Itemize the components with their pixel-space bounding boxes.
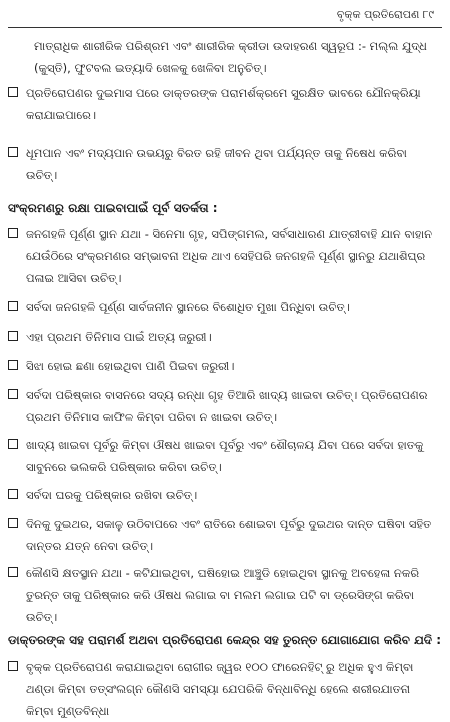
checkbox-bullet-icon [8,389,18,399]
list-item-text: ସର୍ବଦା ଜନଗହଳି ପୂର୍ଣ୍ଣ ସାର୍ବଜନୀନ ସ୍ଥାନରେ ବିଶୋଧିତ ମୁଖା ପିନ୍ଧିବା ଉଚିତ୍। [26,300,350,314]
checkbox-bullet-icon [8,301,18,311]
list-item-text: ଧୂମପାନ ଏବଂ ମଦ୍ୟପାନ ଉଭୟରୁ ବିରତ ରହି ଜୀବନ ଥିବା ପର୍ଯ୍ୟନ୍ତ ତାକୁ ନିଷେଧ କରିବା ଉଚିତ୍। [26,146,407,182]
checkbox-bullet-icon [8,567,18,577]
list-item [8,326,440,348]
list-item [8,142,440,186]
list-item-text: କୌଣସି କ୍ଷତସ୍ଥାନ ଯଥା - କଟିଯାଇଥିବା, ଘଷିହୋଇ ଆଞ୍ଚୁଡି ହୋଇଥିବା ସ୍ଥାନକୁ ଅବହେଳା ନକରି ତୁରନ୍ତ ତାକୁ ପରିଷ୍କାର କରି ଔଷଧ ଲଗାଇ ବା ମଲମ ଲଗାଇ ପଟି ବା ଡ୍ରେସିଙ୍ଗ କରିବା ଉଚିତ୍। [26,566,420,624]
list-item [8,384,440,428]
list-item [8,484,440,506]
list-item-text: ସର୍ବଦା ଘରକୁ ପରିଷ୍କାର ରଖିବା ଉଚିତ୍। [26,488,198,502]
page-header: ବୃକ୍କ ପ୍ରତିରୋପଣ ୮୯ [336,8,434,21]
list-item [8,656,440,718]
section-heading-consult: ଡାକ୍ତରଙ୍କ ସହ ପରାମର୍ଶ ଅଥବା ପ୍ରତିରୋପଣ କେନ୍ଦ୍ର ସହ ତୁରନ୍ତ ଯୋଗାଯୋଗ କରିବ ଯଦି : [8,633,442,647]
list-item [8,513,440,557]
list-item-text: ସର୍ବଦା ପରିଷ୍କାର ବାସନରେ ସଦ୍ୟ ରନ୍ଧା ଗୃହ ତିଆରି ଖାଦ୍ୟ ଖାଇବା ଉଚିତ୍। ପ୍ରତିରୋପଣର ପ୍ରଥମ ତିନିମାସ କାଫିଳ କିମ୍ବା ପରିବା ନ ଖାଇବା ଉଚିତ୍। [26,388,428,424]
list-item [8,434,440,478]
checkbox-bullet-icon [8,147,18,157]
checkbox-bullet-icon [8,331,18,341]
section-heading-infection: ସଂକ୍ରମଣରୁ ରକ୍ଷା ପାଇବାପାଇଁ ପୂର୍ବ ସତର୍କତା : [8,201,218,215]
checkbox-bullet-icon [8,87,18,97]
checkbox-bullet-icon [8,661,18,671]
list-item-text: ଖାଦ୍ୟ ଖାଇବା ପୂର୍ବରୁ କିମ୍ବା ଔଷଧ ଖାଇବା ପୂର୍ବରୁ ଏବଂ ଶୌଚାଳୟ ଯିବା ପରେ ସର୍ବଦା ହାତକୁ ସାବୁନରେ ଭଲକରି ପରିଷ୍କାର କରିବା ଉଚିତ୍। [26,438,424,474]
list-item-text: ବୃକ୍କ ପ୍ରତିରୋପଣ କରାଯାଇଥିବା ରୋଗୀର ଜ୍ୱର ୧୦୦ ଫାରେନହିଟ୍ ରୁ ଅଧିକ ହୁଏ କିମ୍ବା ଥଣ୍ଡା କିମ୍ବା ତତ୍ସଂଲଗ୍ନ କୌଣସି ସମସ୍ୟା ଯେପରିକି ବିନ୍ଧାବିନ୍ଧି ହେଲେ ଶରୀରଯାତନା କିମ୍ବା ମୁଣ୍ଡବିନ୍ଧା [26,660,414,718]
list-item-text: ସିଝା ହୋଇ ଛଣା ହୋଇଥିବା ପାଣି ପିଇବା ଜରୁରୀ। [26,359,235,373]
checkbox-bullet-icon [8,360,18,370]
list-item [8,82,440,126]
checkbox-bullet-icon [8,489,18,499]
checkbox-bullet-icon [8,439,18,449]
list-item [8,355,440,377]
list-item [8,562,440,628]
intro-paragraph: ମାତ୍ରାଧିକ ଶାରୀରିକ ପରିଶ୍ରମ ଏବଂ ଶାରୀରିକ କ୍ରୀଡା ଉଦାହରଣ ସ୍ୱରୂପ :- ମଲ୍ଲ ଯୁଦ୍ଧ (କୁସ୍ତି), ଫୁଟବଲ ଇତ୍ୟାଦି ଖେଳକୁ ଖେଳିବା ଅନୁଚିତ୍। [34,39,427,75]
list-item [8,296,440,318]
list-item-text: ଏହା ପ୍ରଥମ ତିନିମାସ ପାଇଁ ଅତ୍ୟ ଜରୁରୀ। [26,330,212,344]
checkbox-bullet-icon [8,228,18,238]
list-item [8,223,440,289]
checkbox-bullet-icon [8,518,18,528]
list-item-text: ଜନଗହଳି ପୂର୍ଣ୍ଣ ସ୍ଥାନ ଯଥା - ସିନେମା ଗୃହ, ସପିଙ୍ଗମଲ, ସର୍ବସାଧାରଣ ଯାତ୍ରୀବାହି ଯାନ ବାହାନ ଯେଉଁଠିରେ ସଂକ୍ରମଣର ସମ୍ଭାବନା ଅଧିକ ଥାଏ ସେହିପରି ଜନଗହଳି ପୂର୍ଣ୍ଣ ସ୍ଥାନରୁ ଯଥାଶିଘ୍ର ପଳାଇ ଆସିବା ଉଚିତ୍। [26,227,433,285]
header-divider [8,27,442,28]
list-item-text: ଦିନକୁ ଦୁଇଥର, ସକାଳୁ ଉଠିବାପରେ ଏବଂ ରାତିରେ ଶୋଇବା ପୂର୍ବରୁ ଦୁଇଥର ଦାନ୍ତ ଘଷିବା ସହିତ ଦାନ୍ତର ଯତ୍ନ ନେବା ଉଚିତ୍। [26,517,432,553]
list-item-text: ପ୍ରତିରୋପଣର ଦୁଇମାସ ପରେ ଡାକ୍ତରଙ୍କ ପରାମର୍ଶକ୍ରମେ ସୁରକ୍ଷିତ ଭାବରେ ଯୌନକ୍ରିୟା କରାଯାଇପାରେ। [26,86,421,122]
